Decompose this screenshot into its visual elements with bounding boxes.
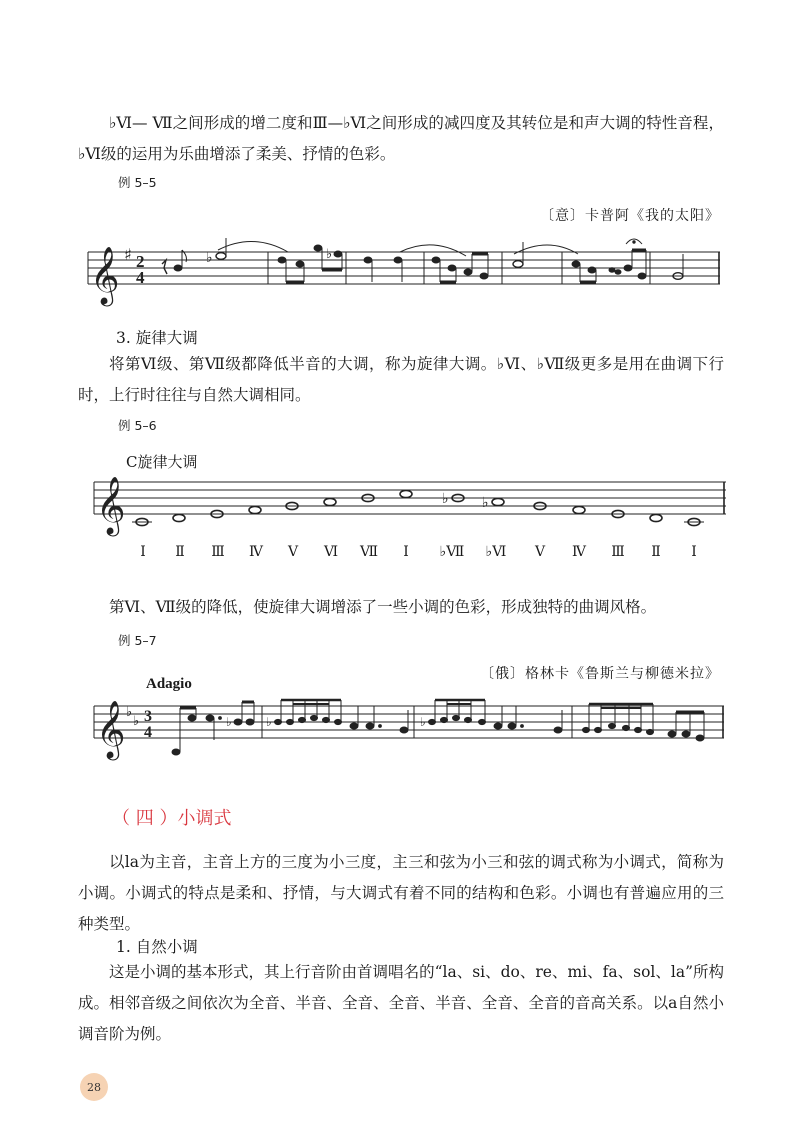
degree-label: Ⅴ bbox=[534, 545, 546, 560]
example-5-7-label: 例 5–7 bbox=[118, 633, 157, 648]
time-signature-top: 2 bbox=[136, 252, 145, 271]
example-5-7-staff bbox=[78, 692, 730, 772]
svg-text:♭: ♭ bbox=[133, 714, 140, 729]
degree-label: Ⅵ bbox=[323, 545, 339, 560]
time-signature-bottom: 4 bbox=[136, 268, 145, 287]
minor-mode-paragraph: 以la为主音，主音上方的三度为小三度，主三和弦为小三和弦的调式称为小调式，简称为小调。小调式的特点是柔和、抒情，与大调式有着不同的结构和色彩。小调也有普遍应用的三种类型。 bbox=[78, 853, 724, 933]
example-5-5-label: 例 5–5 bbox=[118, 175, 157, 190]
degree-label: ♭Ⅶ bbox=[439, 545, 465, 560]
melodic-summary-paragraph: 第Ⅵ、Ⅶ级的降低，使旋律大调增添了一些小调的色彩，形成独特的曲调风格。 bbox=[109, 598, 657, 616]
svg-text:♭: ♭ bbox=[420, 715, 426, 729]
degree-label: Ⅳ bbox=[572, 545, 586, 560]
example-5-5-credit: 〔意〕卡普阿《我的太阳》 bbox=[540, 208, 720, 224]
intro-paragraph: ♭Ⅵ— Ⅶ之间形成的增二度和Ⅲ—♭Ⅵ之间形成的减四度及其转位是和声大调的特性音程，♭Ⅵ级的运用为乐曲增添了柔美、抒情的色彩。 bbox=[78, 114, 724, 163]
svg-text:♭: ♭ bbox=[482, 495, 489, 511]
svg-text:♭: ♭ bbox=[206, 250, 213, 266]
natural-minor-heading: 1. 自然小调 bbox=[116, 938, 198, 956]
melodic-major-paragraph: 将第Ⅵ级、第Ⅶ级都降低半音的大调，称为旋律大调。♭Ⅵ、♭Ⅶ级更多是用在曲调下行时，上行时往往与自然大调相同。 bbox=[78, 355, 724, 404]
time-signature-top: 3 bbox=[144, 708, 152, 725]
degree-label: Ⅲ bbox=[611, 545, 625, 560]
degree-label: Ⅰ bbox=[691, 545, 697, 560]
degree-label: Ⅳ bbox=[249, 545, 263, 560]
example-5-7-credit: 〔俄〕格林卡《鲁斯兰与柳德米拉》 bbox=[480, 666, 720, 682]
example-5-6-label: 例 5–6 bbox=[118, 418, 157, 433]
svg-text:𝄞: 𝄞 bbox=[96, 700, 126, 758]
time-signature-bottom: 4 bbox=[144, 724, 152, 741]
natural-minor-paragraph: 这是小调的基本形式，其上行音阶由首调唱名的“la、si、do、re、mi、fa、sol、la”所构成。相邻音级之间依次为全音、半音、全音、全音、半音、全音、全音的音高关系。以a自然小调音阶为例。 bbox=[78, 963, 724, 1043]
page-number-badge: 28 bbox=[80, 1073, 108, 1101]
degree-label: Ⅴ bbox=[287, 545, 299, 560]
degree-label: Ⅱ bbox=[175, 545, 185, 560]
svg-text:𝄞: 𝄞 bbox=[96, 476, 126, 534]
svg-text:♭: ♭ bbox=[326, 247, 333, 262]
tempo-marking: Adagio bbox=[146, 676, 192, 692]
example-5-6-staff bbox=[78, 472, 730, 544]
sharp-sign: ♯ bbox=[124, 245, 132, 264]
degree-label: Ⅲ bbox=[211, 545, 225, 560]
degree-label: Ⅰ bbox=[140, 545, 146, 560]
svg-text:♭: ♭ bbox=[442, 491, 449, 507]
example-5-6-title: C旋律大调 bbox=[126, 453, 198, 471]
svg-text:♭: ♭ bbox=[126, 705, 133, 720]
example-5-5-staff bbox=[78, 230, 730, 310]
svg-text:𝄞: 𝄞 bbox=[90, 246, 120, 304]
degree-label: ♭Ⅵ bbox=[485, 545, 507, 560]
degree-label: Ⅶ bbox=[359, 545, 379, 560]
svg-text:♭: ♭ bbox=[226, 715, 232, 729]
melodic-major-heading: 3. 旋律大调 bbox=[116, 329, 198, 347]
degree-label: Ⅰ bbox=[403, 545, 409, 560]
svg-text:♭: ♭ bbox=[266, 715, 272, 729]
section-title-minor: （ 四 ）小调式 bbox=[112, 808, 232, 829]
degree-label: Ⅱ bbox=[651, 545, 661, 560]
